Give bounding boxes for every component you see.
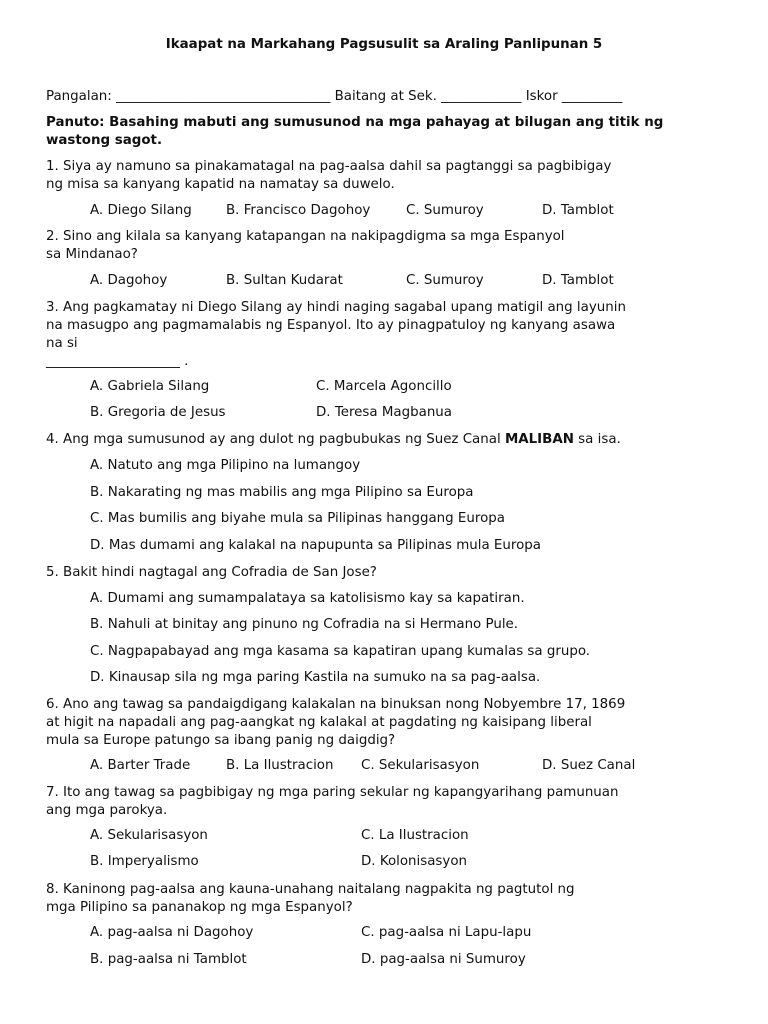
question-line: at higit na napadali ang pag-aangkat ng kalakal at pagdating ng kaisipang liberal bbox=[46, 715, 592, 730]
q2-option-b[interactable]: B. Sultan Kudarat bbox=[226, 273, 343, 288]
question-1 bbox=[46, 158, 726, 194]
score-blank: _________ bbox=[561, 89, 623, 104]
question-line: na masugpo ang pagmamalabis ng Espanyol. Ito ay pinagpatuloy ng kanyang asawa bbox=[46, 318, 616, 333]
directions: Panuto: Basahing mabuti ang sumusunod na mga pahayag at bilugan ang titik ng wastong sagot. bbox=[46, 115, 664, 148]
question-3 bbox=[46, 299, 726, 371]
q1-option-a[interactable]: A. Diego Silang bbox=[90, 203, 192, 218]
question-line: 6. Ano ang tawag sa pandaigdigang kalakalan na binuksan nong Nobyembre 17, 1869 bbox=[46, 697, 626, 712]
name-blank: ________________________________ bbox=[116, 89, 331, 104]
q3-option-d[interactable]: D. Teresa Magbanua bbox=[316, 405, 452, 420]
question-line: 1. Siya ay namuno sa pinakamatagal na pag-aalsa dahil sa pagtanggi sa pagbibigay bbox=[46, 159, 612, 174]
question-text: 4. Ang mga sumusunod ay ang dulot ng pagbubukas ng Suez Canal bbox=[46, 432, 505, 447]
question-text-end: sa isa. bbox=[573, 432, 621, 447]
q1-option-c[interactable]: C. Sumuroy bbox=[406, 203, 484, 218]
grade-section-blank: ____________ bbox=[441, 89, 522, 104]
question-line: 5. Bakit hindi nagtagal ang Cofradia de San Jose? bbox=[46, 565, 377, 580]
question-line: 3. Ang pagkamatay ni Diego Silang ay hindi naging sagabal upang matigil ang layunin bbox=[46, 300, 626, 315]
q5-option-d[interactable]: D. Kinausap sila ng mga paring Kastila na sumuko na sa pag-aalsa. bbox=[90, 670, 541, 685]
q8-option-d[interactable]: D. pag-aalsa ni Sumuroy bbox=[361, 952, 526, 967]
q1-option-b[interactable]: B. Francisco Dagohoy bbox=[226, 203, 371, 218]
q3-option-b[interactable]: B. Gregoria de Jesus bbox=[90, 405, 226, 420]
q1-option-d[interactable]: D. Tamblot bbox=[542, 203, 614, 218]
question-line: na si bbox=[46, 336, 78, 351]
question-line: ang mga parokya. bbox=[46, 803, 168, 818]
q6-option-d[interactable]: D. Suez Canal bbox=[542, 758, 636, 773]
q6-option-a[interactable]: A. Barter Trade bbox=[90, 758, 191, 773]
q8-option-b[interactable]: B. pag-aalsa ni Tamblot bbox=[90, 952, 247, 967]
question-8 bbox=[46, 881, 726, 917]
q7-option-b[interactable]: B. Imperyalismo bbox=[90, 854, 199, 869]
q3-option-c[interactable]: C. Marcela Agoncillo bbox=[316, 379, 452, 394]
q2-option-c[interactable]: C. Sumuroy bbox=[406, 273, 484, 288]
q7-option-d[interactable]: D. Kolonisasyon bbox=[361, 854, 468, 869]
q4-option-a[interactable]: A. Natuto ang mga Pilipino na lumangoy bbox=[90, 458, 361, 473]
question-6 bbox=[46, 696, 726, 750]
student-info-line bbox=[46, 89, 622, 104]
q6-option-b[interactable]: B. La Ilustracion bbox=[226, 758, 334, 773]
q4-option-c[interactable]: C. Mas bumilis ang biyahe mula sa Pilipinas hanggang Europa bbox=[90, 511, 505, 526]
question-line: sa Mindanao? bbox=[46, 247, 138, 262]
question-line: ng misa sa kanyang kapatid na namatay sa duwelo. bbox=[46, 177, 395, 192]
q7-option-a[interactable]: A. Sekularisasyon bbox=[90, 828, 208, 843]
q8-option-a[interactable]: A. pag-aalsa ni Dagohoy bbox=[90, 925, 254, 940]
q6-option-c[interactable]: C. Sekularisasyon bbox=[361, 758, 480, 773]
question-7 bbox=[46, 784, 726, 820]
question-emphasis: MALIBAN bbox=[504, 432, 574, 447]
q5-option-a[interactable]: A. Dumami ang sumampalataya sa katolisismo kay sa kapatiran. bbox=[90, 591, 525, 606]
question-line: mga Pilipino sa pananakop ng mga Espanyol? bbox=[46, 900, 353, 915]
question-line: 7. Ito ang tawag sa pagbibigay ng mga paring sekular ng kapangyarihang pamunuan bbox=[46, 785, 619, 800]
question-4 bbox=[46, 431, 726, 449]
score-label: Iskor bbox=[525, 89, 558, 104]
q4-option-b[interactable]: B. Nakarating ng mas mabilis ang mga Pilipino sa Europa bbox=[90, 485, 474, 500]
grade-section-label: Baitang at Sek. bbox=[334, 89, 437, 104]
answer-blank[interactable]: ____________________ . bbox=[46, 354, 189, 369]
q7-option-c[interactable]: C. La Ilustracion bbox=[361, 828, 469, 843]
q2-option-a[interactable]: A. Dagohoy bbox=[90, 273, 168, 288]
question-line: mula sa Europe patungo sa ibang panig ng daigdig? bbox=[46, 733, 396, 748]
page-title: Ikaapat na Markahang Pagsusulit sa Araling Panlipunan 5 bbox=[165, 37, 603, 52]
q5-option-b[interactable]: B. Nahuli at binitay ang pinuno ng Cofradia na si Hermano Pule. bbox=[90, 617, 519, 632]
question-2 bbox=[46, 228, 726, 264]
question-5 bbox=[46, 564, 726, 582]
name-label: Pangalan: bbox=[46, 89, 112, 104]
question-line: 8. Kaninong pag-aalsa ang kauna-unahang naitalang nagpakita ng pagtutol ng bbox=[46, 882, 575, 897]
q4-option-d[interactable]: D. Mas dumami ang kalakal na napupunta sa Pilipinas mula Europa bbox=[90, 538, 541, 553]
q3-option-a[interactable]: A. Gabriela Silang bbox=[90, 379, 210, 394]
q2-option-d[interactable]: D. Tamblot bbox=[542, 273, 614, 288]
question-line: 2. Sino ang kilala sa kanyang katapangan na nakipagdigma sa mga Espanyol bbox=[46, 229, 565, 244]
q5-option-c[interactable]: C. Nagpapabayad ang mga kasama sa kapatiran upang kumalas sa grupo. bbox=[90, 644, 591, 659]
q8-option-c[interactable]: C. pag-aalsa ni Lapu-lapu bbox=[361, 925, 532, 940]
